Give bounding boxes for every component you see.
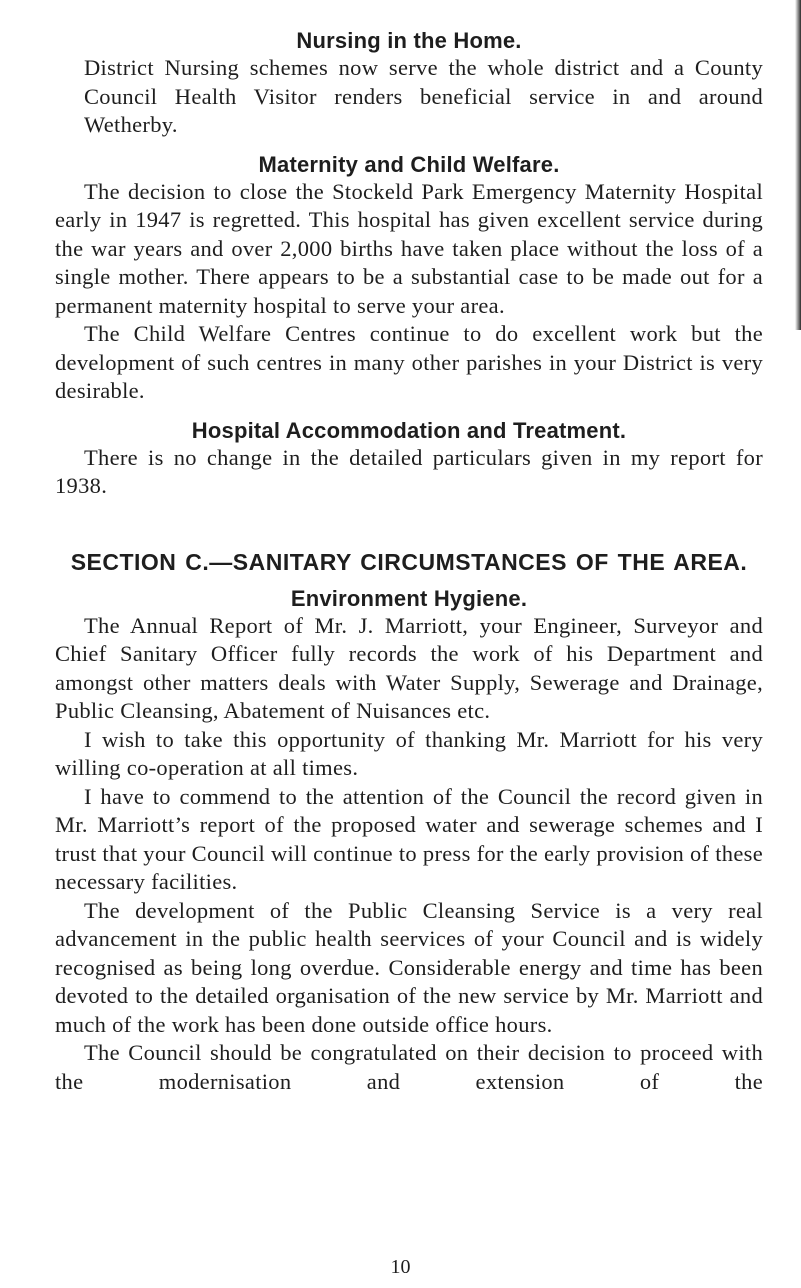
document-page [55,28,763,1096]
paragraph-commend-record: I have to commend to the attention of the Council the record given in Mr. Marriott’s report of the proposed water and sewerage schemes and I trust that your Council will continue to press for the early provision of these necessary facilities. [55,783,763,894]
heading-hospital-accommodation: Hospital Accommodation and Treatment. [191,417,627,443]
heading-maternity-child-welfare: Maternity and Child Welfare. [258,151,560,177]
paragraph-congratulated: The Council should be congratulated on their decision to proceed with the modernisation and extension of the [55,1040,763,1094]
heading-environment-hygiene: Environment Hygiene. [290,585,528,611]
paragraph-annual-report: The Annual Report of Mr. J. Marriott, your Engineer, Surveyor and Chief Sanitary Officer fully records the work of his Department and amongst other matters deals with Water Supply, Sewerage and Drainage, Public Cleansing, Abatement of Nuisances etc. [55,612,763,723]
heading-nursing-in-the-home: Nursing in the Home. [296,28,522,53]
paragraph-thanking-marriott: I wish to take this opportunity of thanking Mr. Marriott for his very willing co-operation at all times. [55,726,763,780]
paragraph-district-nursing: District Nursing schemes now serve the whole district and a County Council Health Visitor renders beneficial service in and around Wetherby. [84,55,763,137]
paragraph-public-cleansing: The development of the Public Cleansing Service is a very real advancement in the public health seervices of your Council and is widely recognised as being long overdue. Considerable energy and time has been devoted to the detailed organisation of the new service by Mr. Marriott and much of the work has been done outside office hours. [55,897,763,1037]
paragraph-child-welfare-centres: The Child Welfare Centres continue to do excellent work but the development of such centres in many other parishes in your District is very desirable. [55,321,763,403]
paragraph-no-change: There is no change in the detailed particulars given in my report for 1938. [55,444,763,498]
page-edge-shadow [795,0,801,330]
section-heading-sanitary-circumstances: SECTION C.—SANITARY CIRCUMSTANCES OF THE AREA. [70,548,748,575]
paragraph-stockeld-park: The decision to close the Stockeld Park Emergency Maternity Hospital early in 1947 is regretted. This hospital has given excellent service during the war years and over 2,000 births have taken place without the loss of a single mother. There appears to be a substantial case to be made out for a permanent maternity hospital to serve your area. [55,178,763,318]
page-number: 10 [390,1256,411,1278]
